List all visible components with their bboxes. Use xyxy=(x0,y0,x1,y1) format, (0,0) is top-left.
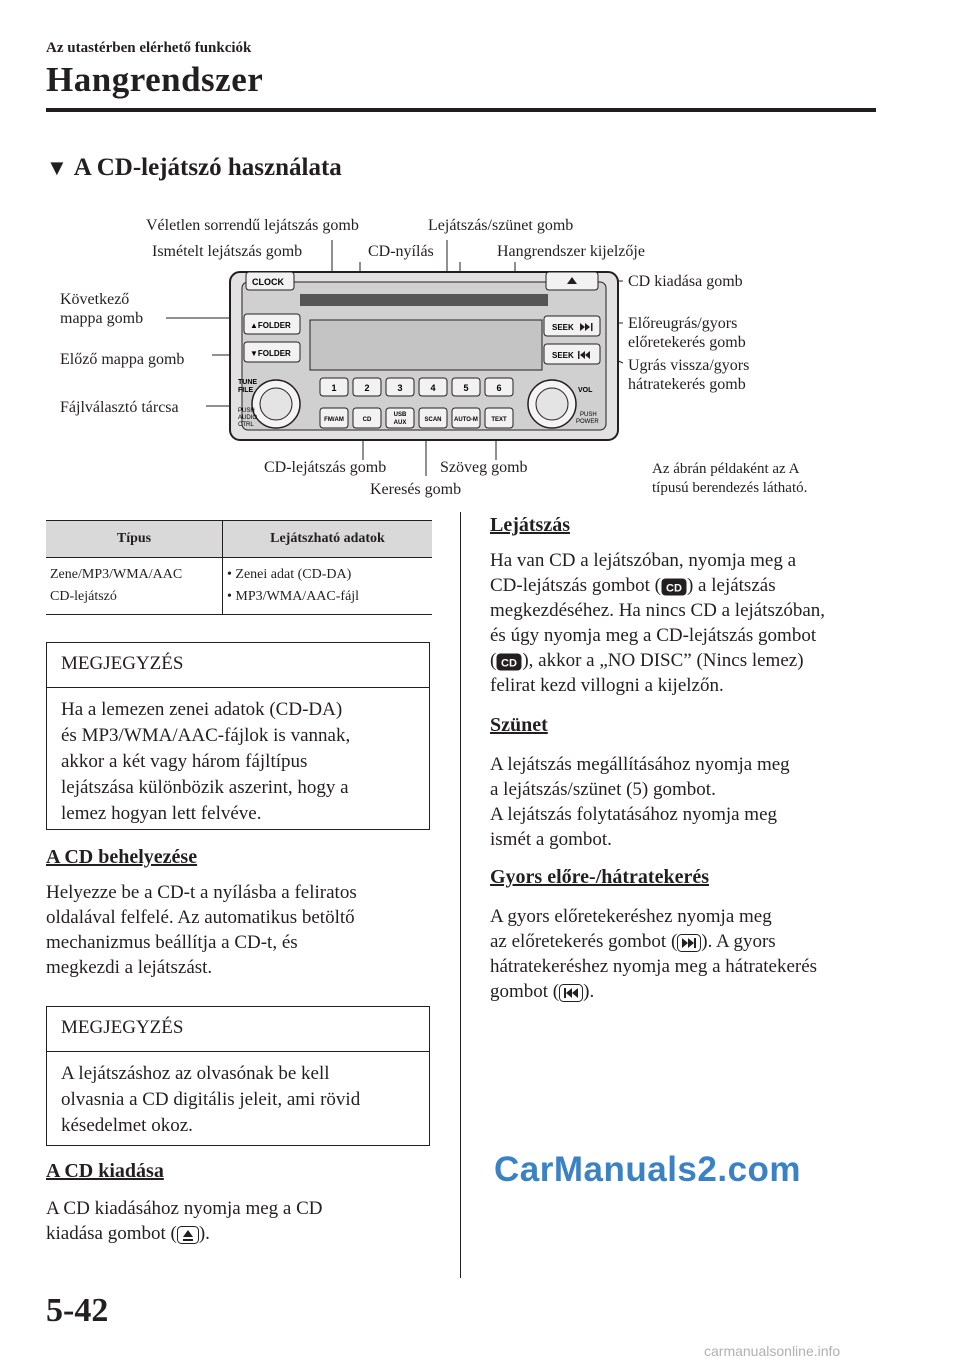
seek-forward-label: SEEK xyxy=(552,323,574,332)
table-header: Lejátszható adatok xyxy=(223,521,433,558)
column-divider xyxy=(460,512,461,1278)
folder-up-label: ▲FOLDER xyxy=(250,321,291,330)
chapter-title: Hangrendszer xyxy=(46,60,264,99)
vol-label: VOL xyxy=(578,387,593,394)
watermark-logo: CarManuals2.com xyxy=(494,1150,802,1189)
tune-label: TUNE xyxy=(238,379,258,386)
folder-down-label: ▼FOLDER xyxy=(250,349,291,358)
note-title: MEGJEGYZÉS xyxy=(47,643,429,688)
function-button-label: FM/AM xyxy=(324,417,344,423)
paragraph-pause: A lejátszás megállításához nyomja meg a lejátszás/szünet (5) gombot. A lejátszás folytatásához nyomja meg ismét a gombot. xyxy=(490,754,790,850)
function-button-label: USB xyxy=(393,412,407,418)
label-cd-play: CD-lejátszás gomb xyxy=(264,459,387,476)
heading-insert: A CD behelyezése xyxy=(46,846,198,868)
section-title-text: A CD-lejátszó használata xyxy=(73,154,342,181)
note-body: A lejátszáshoz az olvasónak be kell olvasnia a CD digitális jeleit, ami rövid késedelmet okoz. xyxy=(61,1063,361,1136)
seek-back-label: SEEK xyxy=(552,351,574,360)
paragraph-eject: A CD kiadásához nyomja meg a CD kiadása gombot ( ). xyxy=(46,1198,323,1244)
table-header: Típus xyxy=(46,521,223,558)
preset-label: 3 xyxy=(397,383,403,393)
label-repeat: Ismételt lejátszás gomb xyxy=(152,243,303,260)
heading-eject: A CD kiadása xyxy=(46,1160,164,1182)
page-number: 5-42 xyxy=(46,1292,109,1329)
preset-label: 6 xyxy=(496,383,502,393)
label-eject: CD kiadása gomb xyxy=(628,273,743,290)
svg-text:CD: CD xyxy=(501,657,518,670)
push-label: PUSH xyxy=(238,408,255,414)
audio-unit xyxy=(228,270,620,442)
label-cd-slot: CD-nyílás xyxy=(368,243,434,260)
table-cell-type: Zene/MP3/WMA/AAC CD-lejátszó xyxy=(46,558,223,615)
preset-label: 4 xyxy=(430,383,436,393)
playable-data-table xyxy=(46,520,432,615)
preset-label: 5 xyxy=(463,383,469,393)
display-window xyxy=(310,320,542,370)
paragraph-insert: Helyezze be a CD-t a nyílásba a feliratos oldalával felfelé. Az automatikus betöltő mechanizmus beállítja a CD-t, és megkezdi a lejátszást. xyxy=(46,882,357,978)
function-button-label: AUX xyxy=(393,420,407,426)
function-button-label: TEXT xyxy=(491,417,507,423)
table-row xyxy=(46,558,432,615)
paragraph-play: Ha van CD a lejátszóban, nyomja meg a CD-lejátszás gombot ( CD ) a lejátszás megkezdéséhez. Ha nincs CD a lejátszóban, és úgy nyomja meg a CD-lejátszás gombot ( CD ), akkor a „NO DISC” (Nincs lemez) felirat kezd villogni a kijelzőn. xyxy=(490,550,826,696)
label-file-dial: Fájlválasztó tárcsa xyxy=(60,399,179,416)
table-cell-data: • Zenei adat (CD-DA) • MP3/WMA/AAC-fájl xyxy=(223,558,433,615)
clock-label: CLOCK xyxy=(252,277,284,287)
label-fast-forward: Előreugrás/gyors előretekerés gomb xyxy=(628,315,746,351)
heading-fast-forward: Gyors előre-/hátratekerés xyxy=(490,866,709,888)
note-box-1 xyxy=(46,642,430,830)
label-search: Keresés gomb xyxy=(370,481,462,498)
rewind-icon xyxy=(559,984,583,1002)
label-play-pause: Lejátszás/szünet gomb xyxy=(428,217,574,234)
diagram-note: Az ábrán példaként az A típusú berendezés látható. xyxy=(652,461,808,496)
cd-slot xyxy=(300,294,548,306)
fast-forward-icon xyxy=(677,934,701,952)
label-rewind: Ugrás vissza/gyors hátratekerés gomb xyxy=(628,357,750,393)
power-push-label: PUSH xyxy=(580,412,597,418)
label-random: Véletlen sorrendű lejátszás gomb xyxy=(146,217,359,234)
breadcrumb: Az utastérben elérhető funkciók xyxy=(46,40,252,56)
preset-label: 1 xyxy=(331,383,337,393)
note-box-2 xyxy=(46,1006,430,1146)
preset-label: 2 xyxy=(364,383,370,393)
table-header-row xyxy=(46,521,432,558)
svg-text:CD: CD xyxy=(666,582,682,595)
note-title: MEGJEGYZÉS xyxy=(47,1007,429,1052)
note-body: Ha a lemezen zenei adatok (CD-DA) és MP3/WMA/AAC-fájlok is vannak, akkor a két vagy három fájltípus lejátszása különbözik aszerint, hogy a lemez hogyan lett felvéve. xyxy=(61,699,351,824)
power-label: POWER xyxy=(576,419,599,425)
label-text: Szöveg gomb xyxy=(440,459,528,476)
function-button-label: SCAN xyxy=(424,417,442,423)
label-next-folder: Következő mappa gomb xyxy=(60,291,144,327)
label-prev-folder: Előző mappa gomb xyxy=(60,351,185,368)
triangle-down-icon: ▼ xyxy=(46,155,68,180)
function-button-label: AUTO-M xyxy=(454,417,478,423)
audio-label: AUDIO xyxy=(238,415,258,421)
file-label: FILE xyxy=(238,387,254,394)
cd-icon xyxy=(661,578,687,596)
function-button-label: CD xyxy=(362,417,372,423)
cd-icon xyxy=(496,653,522,671)
paragraph-fast-forward: A gyors előretekeréshez nyomja meg az előretekerés gombot ( ). A gyors hátratekeréshez nyomja meg a hátratekerés gombot ( ). xyxy=(490,906,818,1002)
heading-pause: Szünet xyxy=(490,714,548,736)
footer-watermark: carmanualsonline.info xyxy=(704,1343,841,1359)
heading-play: Lejátszás xyxy=(490,514,570,536)
ctrl-label: CTRL xyxy=(238,422,254,428)
eject-icon xyxy=(177,1226,199,1244)
label-display: Hangrendszer kijelzője xyxy=(497,243,645,260)
